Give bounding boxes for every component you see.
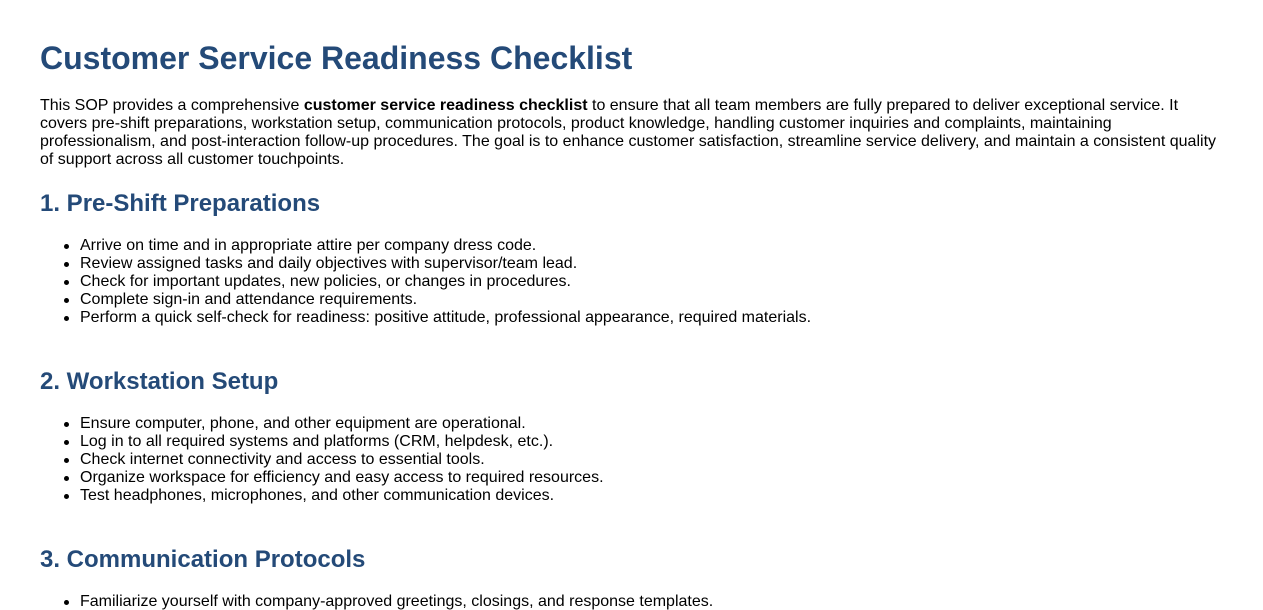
section-heading-pre-shift: 1. Pre-Shift Preparations [40, 190, 321, 217]
list-item: Perform a quick self-check for readiness: positive attitude, professional appearance, required materials. [80, 309, 812, 326]
intro-paragraph [40, 97, 1225, 169]
section-heading-workstation: 2. Workstation Setup [40, 368, 279, 395]
page-title: Customer Service Readiness Checklist [40, 40, 633, 76]
list-item: Familiarize yourself with company-approved greetings, closings, and response templates. [80, 593, 714, 610]
list-item: Test headphones, microphones, and other communication devices. [80, 487, 604, 505]
list-item: Log in to all required systems and platforms (CRM, helpdesk, etc.). [80, 433, 604, 451]
list-item: Check for important updates, new policies, or changes in procedures. [80, 273, 811, 291]
section-heading-communication: 3. Communication Protocols [40, 546, 366, 573]
intro-text-end: to ensure that all team members are fully prepared to deliver exceptional service. It covers pre-shift preparations, workstation setup, communication protocols, product knowledge, handling customer inquiries and complaints, maintaining professionalism, and post-interaction follow-up procedures. The goal is to enhance customer satisfaction, streamline service delivery, and maintain a consistent quality of support across all customer touchpoints. [40, 97, 1217, 168]
list-item: Complete sign-in and attendance requirements. [80, 291, 811, 309]
list-item: Ensure computer, phone, and other equipment are operational. [80, 415, 604, 433]
list-item: Arrive on time and in appropriate attire per company dress code. [80, 237, 811, 255]
list-item: Organize workspace for efficiency and easy access to required resources. [80, 469, 604, 486]
checklist-workstation [40, 415, 604, 505]
intro-text-start: This SOP provides a comprehensive [40, 97, 304, 114]
intro-bold-phrase: customer service readiness checklist [303, 97, 588, 114]
list-item: Check internet connectivity and access to essential tools. [80, 451, 604, 469]
list-item: Review assigned tasks and daily objectives with supervisor/team lead. [80, 255, 811, 273]
checklist-pre-shift [40, 237, 811, 327]
checklist-communication [40, 593, 713, 610]
